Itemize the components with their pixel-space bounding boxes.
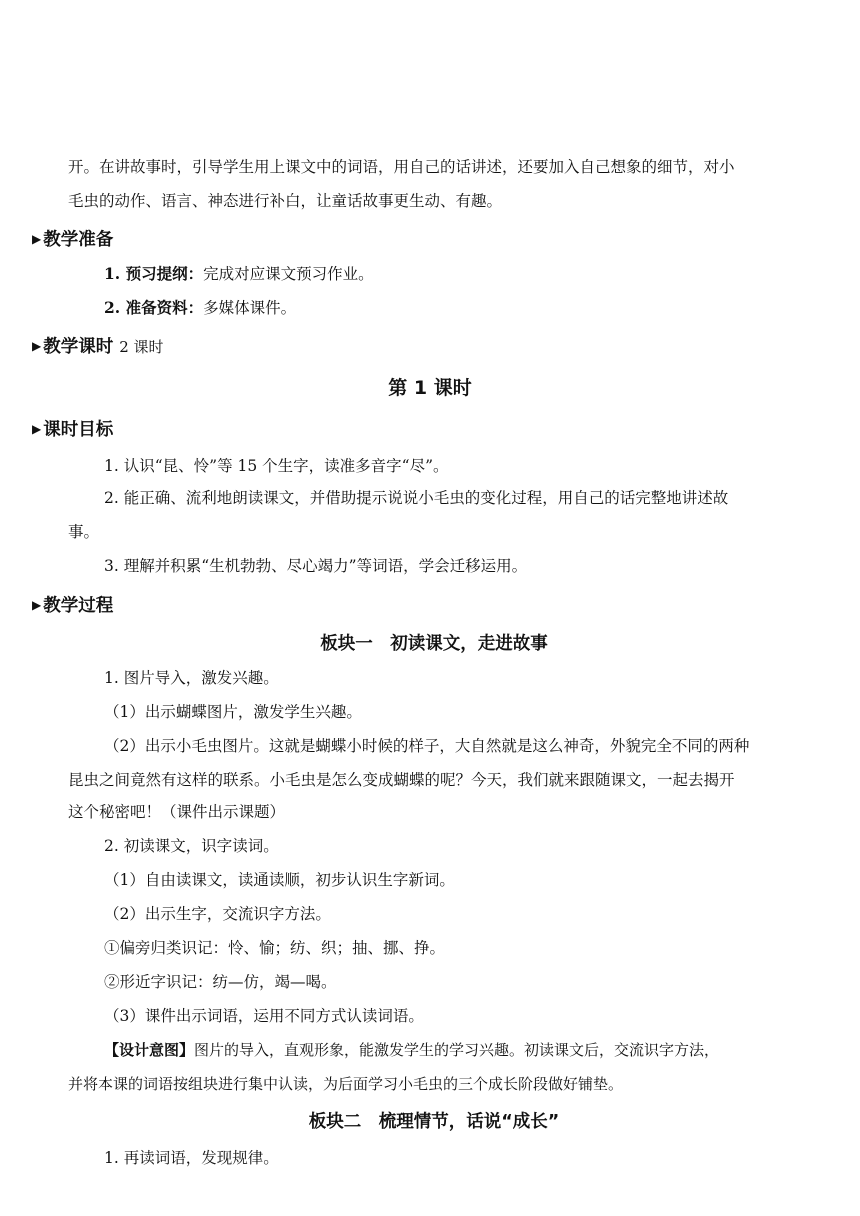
triangle-right-icon: ▶ — [32, 598, 42, 612]
prep-item-1 — [104, 264, 374, 284]
section-heading-goals — [32, 416, 113, 441]
process-line: ②形近字识记：纺—仿，竭—喝。 — [104, 973, 337, 991]
process-line: 这个秘密吧！（课件出示课题） — [68, 803, 286, 821]
process-line: （2）出示小毛虫图片。这就是蝴蝶小时候的样子，大自然就是这么神奇，外貌完全不同的两种 — [104, 737, 750, 755]
design-intent-text: 图片的导入，直观形象，能激发学生的学习兴趣。初读课文后，交流识字方法， — [194, 1041, 720, 1059]
process-line: （1）出示蝴蝶图片，激发学生兴趣。 — [104, 703, 362, 721]
section-heading-hours — [32, 333, 164, 358]
design-intent-label: 【设计意图】 — [104, 1041, 195, 1059]
process-line: （3）课件出示词语，运用不同方式认读词语。 — [104, 1007, 424, 1025]
triangle-right-icon: ▶ — [32, 232, 42, 246]
process-line: ①偏旁归类识记：怜、愉；纺、织；抽、挪、挣。 — [104, 939, 446, 957]
section-heading-process — [32, 592, 113, 617]
process-line: 1. 再读词语，发现规律。 — [104, 1149, 279, 1167]
prep-item-label: 2. 准备资料： — [104, 298, 204, 317]
process-line: 1. 图片导入，激发兴趣。 — [104, 669, 279, 687]
process-line: （1）自由读课文，读通读顺，初步认识生字新词。 — [104, 871, 455, 889]
heading-text: 教学准备 — [43, 230, 114, 250]
intro-line-1: 开。在讲故事时，引导学生用上课文中的词语，用自己的话讲述，还要加入自己想象的细节，对小 — [68, 158, 735, 176]
prep-item-text: 完成对应课文预习作业。 — [203, 265, 374, 283]
prep-item-text: 多媒体课件。 — [203, 299, 297, 317]
heading-text: 课时目标 — [43, 420, 114, 440]
heading-text: 教学过程 — [43, 596, 114, 616]
hours-value: 2 课时 — [119, 338, 164, 356]
process-line: 2. 初读课文，识字读词。 — [104, 837, 279, 855]
goal-2-line-2: 事。 — [68, 523, 100, 541]
prep-item-2 — [104, 298, 296, 318]
process-line: 昆虫之间竟然有这样的联系。小毛虫是怎么变成蝴蝶的呢？今天，我们就来跟随课文，一起去揭开 — [68, 771, 735, 789]
design-intent-line-2: 并将本课的词语按组块进行集中认读，为后面学习小毛虫的三个成长阶段做好铺垫。 — [68, 1075, 624, 1093]
goal-1: 1. 认识“昆、怜”等 15 个生字，读准多音字“尽”。 — [104, 457, 449, 475]
triangle-right-icon: ▶ — [32, 339, 42, 353]
heading-text: 教学课时 — [43, 337, 114, 357]
intro-line-2: 毛虫的动作、语言、神态进行补白，让童话故事更生动、有趣。 — [68, 192, 503, 210]
prep-item-label: 1. 预习提纲： — [104, 264, 204, 283]
triangle-right-icon: ▶ — [32, 422, 42, 436]
goal-2-line-1: 2. 能正确、流利地朗读课文，并借助提示说说小毛虫的变化过程，用自己的话完整地讲述故 — [104, 489, 729, 507]
goal-3: 3. 理解并积累“生机勃勃、尽心竭力”等词语，学会迁移运用。 — [104, 557, 528, 575]
block1-title: 板块一 初读课文，走进故事 — [320, 634, 548, 654]
block2-title: 板块二 梳理情节，话说“成长” — [308, 1112, 560, 1132]
section-heading-prep — [32, 226, 113, 251]
lesson-title: 第 1 课时 — [388, 377, 472, 399]
design-intent-line-1 — [104, 1040, 719, 1060]
process-line: （2）出示生字，交流识字方法。 — [104, 905, 331, 923]
